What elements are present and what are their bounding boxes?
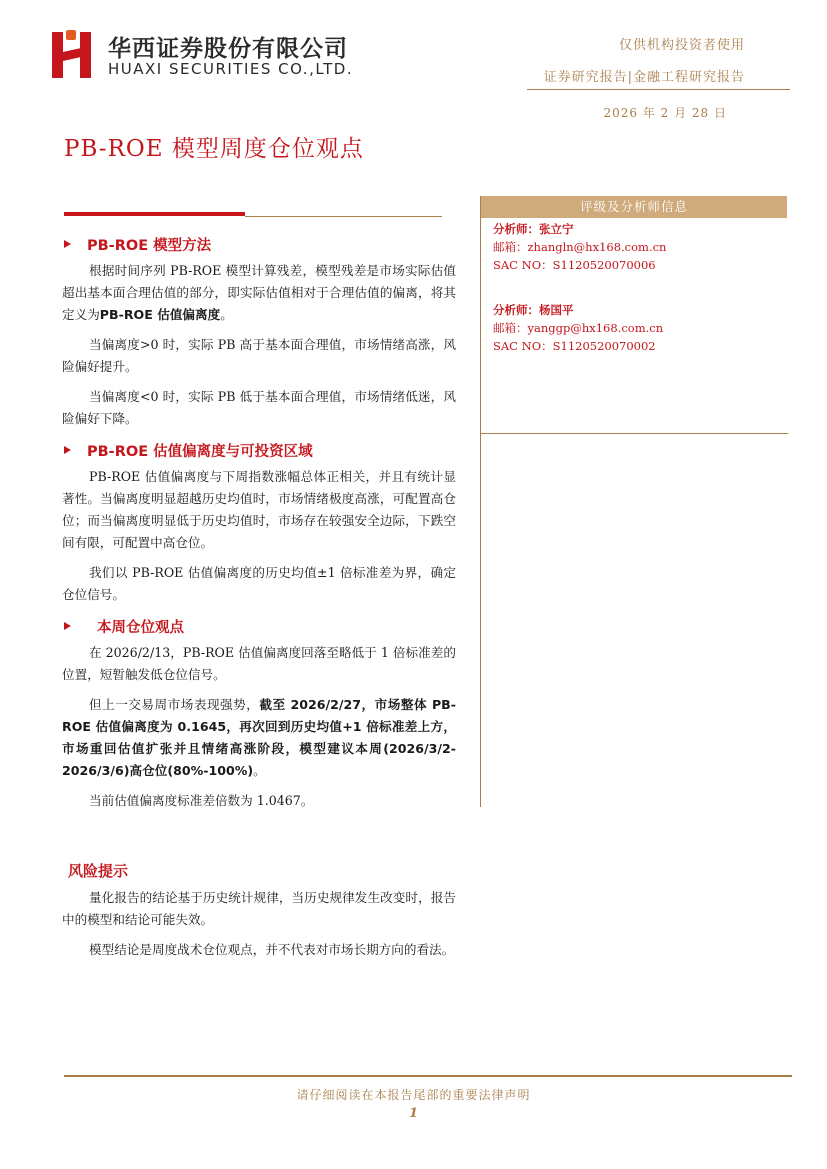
analyst-email[interactable]: 邮箱：yanggp@hx168.com.cn bbox=[493, 321, 664, 335]
analyst-sac: SAC NO：S1120520070006 bbox=[493, 258, 656, 272]
section-heading: PB-ROE 估值偏离度与可投资区域 bbox=[62, 438, 456, 462]
company-name-cn: 华西证券股份有限公司 bbox=[108, 36, 348, 62]
title-rule-thin bbox=[245, 216, 442, 217]
paragraph: 根据时间序列 PB-ROE 模型计算残差，模型残差是市场实际估值超出基本面合理估值的部分，即实际估值相对于合理估值的偏离，将其定义为PB-ROE 估值偏离度。 bbox=[62, 263, 456, 322]
analyst-card bbox=[493, 301, 663, 355]
paragraph: 在 2026/2/13，PB-ROE 估值偏离度回落至略低于 1 倍标准差的位置，短暂触发低仓位信号。 bbox=[62, 645, 456, 682]
report-date: 2026 年 2 月 28 日 bbox=[603, 106, 727, 120]
paragraph: 但上一交易周市场表现强势，截至 2026/2/27，市场整体 PB-ROE 估值偏离度为 0.1645，再次回到历史均值+1 倍标准差上方，市场重回估值扩张并且情绪高涨阶段，模型建议本周(2026/3/2-2026/3/6)高仓位(80%-100%)。 bbox=[62, 697, 457, 778]
analyst-name: 分析师：杨国平 bbox=[493, 303, 574, 317]
risk-heading: 风险提示 bbox=[68, 862, 129, 880]
risk-content bbox=[62, 887, 456, 969]
sidebar-heading: 评级及分析师信息 bbox=[481, 196, 787, 218]
footer-divider bbox=[64, 1075, 792, 1077]
triangle-bullet-icon bbox=[64, 446, 71, 454]
analyst-card bbox=[493, 220, 666, 274]
paragraph: 当前估值偏离度标准差倍数为 1.0467。 bbox=[89, 793, 314, 808]
paragraph: 模型结论是周度战术仓位观点，并不代表对市场长期方向的看法。 bbox=[89, 942, 455, 957]
audience-notice: 仅供机构投资者使用 bbox=[618, 38, 745, 53]
header-divider bbox=[527, 89, 790, 90]
paragraph: PB-ROE 估值偏离度与下周指数涨幅总体正相关，并且有统计显著性。当偏离度明显超越历史均值时，市场情绪极度高涨，可配置高仓位；而当偏离度明显低于历史均值时，市场存在较强安全边际，下跌空间有限，可配置中高仓位。 bbox=[62, 469, 456, 550]
main-content bbox=[62, 232, 456, 820]
company-name-en: HUAXI SECURITIES CO.,LTD. bbox=[108, 60, 354, 78]
sidebar-divider bbox=[481, 433, 788, 434]
analyst-sac: SAC NO：S1120520070002 bbox=[493, 339, 656, 353]
section-heading: PB-ROE 模型方法 bbox=[62, 232, 456, 256]
paragraph: 量化报告的结论基于历史统计规律，当历史规律发生改变时，报告中的模型和结论可能失效。 bbox=[62, 890, 456, 927]
page-number: 1 bbox=[408, 1106, 419, 1121]
report-type: 证券研究报告|金融工程研究报告 bbox=[543, 70, 745, 85]
huaxi-logo bbox=[52, 30, 96, 80]
triangle-bullet-icon bbox=[64, 240, 71, 248]
analyst-email[interactable]: 邮箱：zhangln@hx168.com.cn bbox=[493, 240, 667, 254]
legal-notice[interactable]: 请仔细阅读在本报告尾部的重要法律声明 bbox=[296, 1088, 531, 1102]
paragraph: 我们以 PB-ROE 估值偏离度的历史均值±1 倍标准差为界，确定仓位信号。 bbox=[62, 565, 456, 602]
report-title: PB-ROE 模型周度仓位观点 bbox=[64, 136, 364, 162]
section-heading: 本周仓位观点 bbox=[62, 614, 456, 638]
paragraph: 当偏离度>0 时，实际 PB 高于基本面合理值，市场情绪高涨，风险偏好提升。 bbox=[62, 337, 456, 374]
triangle-bullet-icon bbox=[64, 622, 71, 630]
analyst-name: 分析师：张立宁 bbox=[493, 222, 574, 236]
title-rule-accent bbox=[64, 212, 245, 216]
analyst-sidebar bbox=[480, 196, 787, 807]
paragraph: 当偏离度<0 时，实际 PB 低于基本面合理值，市场情绪低迷，风险偏好下降。 bbox=[62, 389, 456, 426]
